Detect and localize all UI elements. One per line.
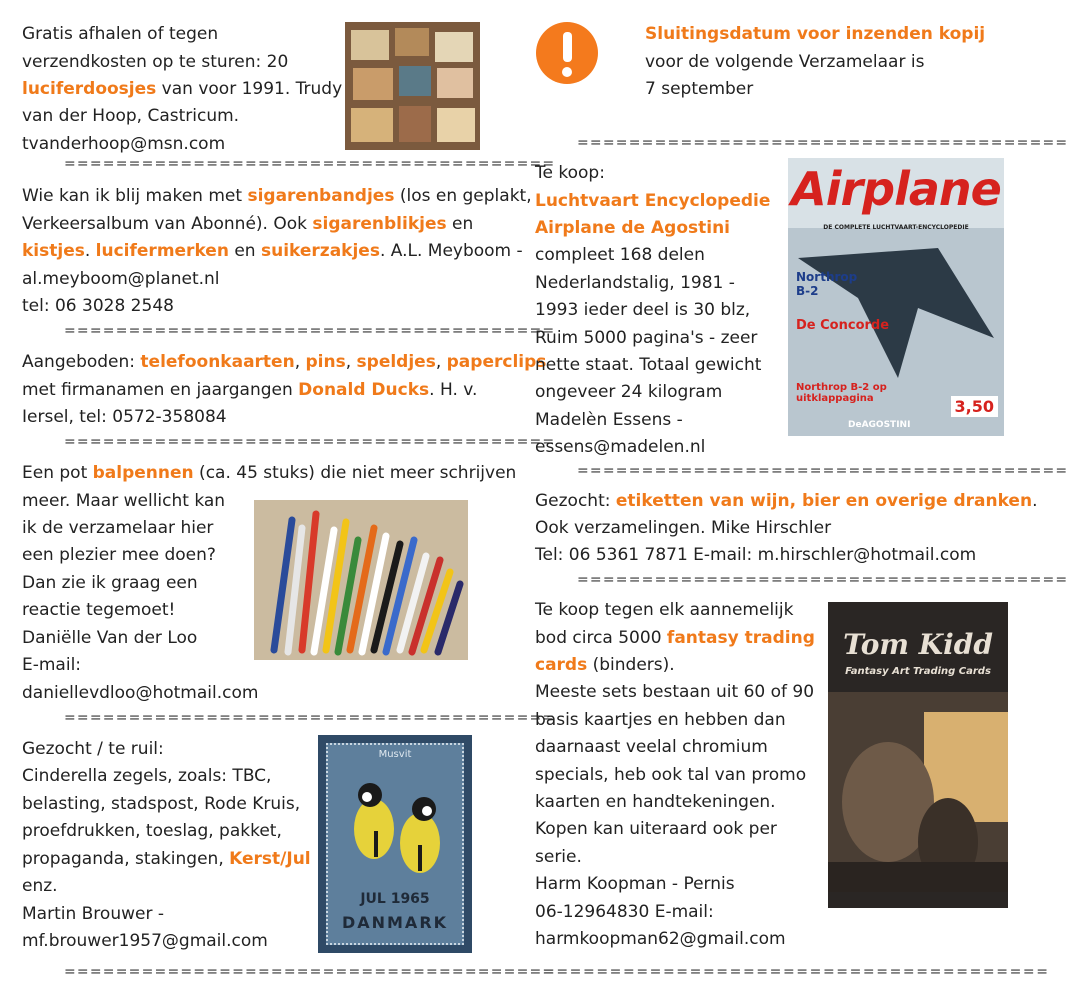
airplane-magazine-cover [788,158,1004,436]
cover-feature-1: Northrop B-2 [796,270,858,298]
keyword-paperclips: paperclips [446,352,547,372]
ad8-line7: specials, heb ook tal van promo [535,765,807,785]
cover-feature-2: De Concorde [796,318,890,333]
ad8-line2-pre: bod circa 5000 [535,628,667,648]
ad5-line1: Gezocht / te ruil: [22,739,164,759]
ad8-name: Harm Koopman - Pernis [535,874,735,894]
ad4-line1-post: (ca. 45 stuks) die niet meer schrijven [193,463,517,483]
ad4-line1 [22,461,516,485]
ad8-line6: daarnaast veelal chromium [535,737,768,757]
separator: ====================================== [64,156,556,172]
notice-line2: voor de volgende Verzamelaar is [645,52,925,72]
b2-bomber-drawing [788,238,1004,388]
seal-country: DANMARK [341,913,449,932]
ad6-line6: 1993 ieder deel is 30 blz, [535,300,751,320]
ad8-phone: 06-12964830 E-mail: [535,902,714,922]
ad4-line1-pre: Een pot [22,463,93,483]
ad2-line2 [22,212,473,236]
card-subtitle: Fantasy Art Trading Cards [845,666,991,677]
pens-photo [254,500,468,660]
keyword-speldjes: speldjes [356,352,436,372]
ad3-line2-post: . H. v. [429,380,478,400]
notice-title: Sluitingsdatum voor inzenden kopij [645,24,986,44]
ad7-contact: Tel: 06 5361 7871 E-mail: m.hirschler@hotmail.com [535,545,977,565]
ad7-line1-post: . [1032,491,1038,511]
ad4-line2: meer. Maar wellicht kan [22,491,226,511]
ad2-line1 [22,184,532,208]
ad7-line1 [535,489,1037,513]
ad5-line5-pre: propaganda, stakingen, [22,849,230,869]
seal-year: JUL 1965 [360,891,430,907]
comma: , [294,352,306,372]
ad6-line9: ongeveer 24 kilogram [535,382,723,402]
keyword-sigarenblikjes: sigarenblikjes [312,214,447,234]
separator: ====================================== [64,323,556,339]
ad3-line1 [22,350,546,374]
cover-price: 3,50 [951,396,998,417]
ad8-line2 [535,626,815,650]
ad1-email: tvanderhoop@msn.com [22,134,226,154]
ad6-line7: Ruim 5000 pagina's - zeer [535,328,758,348]
ad2-line3-sep: . [84,241,96,261]
ad8-line3 [535,653,675,677]
ad4-name: Daniëlle Van der Loo [22,628,198,648]
keyword-kistjes: kistjes [22,241,85,261]
separator: ====================================== [577,572,1068,588]
ad8-line4: Meeste sets bestaan uit 60 of 90 [535,682,815,702]
separator: ====================================== [577,135,1068,151]
ad6-line5: Nederlandstalig, 1981 - [535,273,735,293]
ad5-line2: Cinderella zegels, zoals: TBC, [22,766,272,786]
ad5-line3: belasting, stadspost, Rode Kruis, [22,794,301,814]
ad6-line8: nette staat. Totaal gewicht [535,355,762,375]
christmas-seal-photo [318,735,472,953]
keyword-telefoonkaarten: telefoonkaarten [140,352,295,372]
ad8-line3-post: (binders). [587,655,675,675]
ad3-line1-pre: Aangeboden: [22,352,141,372]
seal-top-label: Musvit [378,749,412,760]
keyword-kerst-jul: Kerst/Jul [229,849,311,869]
ad6-name: Madelèn Essens - [535,410,683,430]
comma: , [435,352,447,372]
ad4-line4: een plezier mee doen? [22,545,216,565]
ad2-email: al.meyboom@planet.nl [22,269,220,289]
ad3-line3: Iersel, tel: 0572-358084 [22,407,227,427]
keyword-lucifermerken: lucifermerken [95,241,229,261]
keyword-cards: cards [535,655,588,675]
ad2-phone: tel: 06 3028 2548 [22,296,174,316]
matchboxes-photo [345,22,480,150]
ad5-line4: proefdrukken, toeslag, pakket, [22,821,282,841]
separator: ====================================== [64,964,556,980]
keyword-pins: pins [305,352,346,372]
card-artwork [828,692,1008,892]
ad1-line1: Gratis afhalen of tegen [22,24,219,44]
ad5-line5 [22,847,311,871]
ad5-line6: enz. [22,876,58,896]
ad3-line2 [22,378,477,402]
keyword-donald-ducks: Donald Ducks [298,380,430,400]
keyword-suikerzakjes: suikerzakjes [260,241,380,261]
cover-feature-3: Northrop B-2 op uitklappagina [796,382,887,404]
ad2-line1-post: (los en geplakt, [394,186,532,206]
separator: ====================================== [64,710,556,726]
keyword-luciferdoosjes: luciferdoosjes [22,79,157,99]
card-title: Tom Kidd [843,628,993,661]
ad1-line4: van der Hoop, Castricum. [22,106,240,126]
exclamation-icon [536,22,598,84]
ad5-name: Martin Brouwer - [22,904,164,924]
ad4-line5: Dan zie ik graag een [22,573,198,593]
ad8-email: harmkoopman62@gmail.com [535,929,786,949]
cover-subtitle: DE COMPLETE LUCHTVAART-ENCYCLOPEDIE [823,224,969,231]
ad1-line3-rest: van voor 1991. Trudy [156,79,343,99]
ad7-line1-pre: Gezocht: [535,491,616,511]
separator: ====================================== [577,463,1068,479]
ad4-email: daniellevdloo@hotmail.com [22,683,259,703]
cover-title: Airplane [791,162,1001,216]
keyword-luchtvaart-encyclopedie: Luchtvaart Encyclopedie [535,191,771,211]
ad8-line9: Kopen kan uiteraard ook per [535,819,777,839]
birds-drawing [332,771,458,891]
ad4-line6: reactie tegemoet! [22,600,176,620]
ad8-line8: kaarten en handtekeningen. [535,792,776,812]
keyword-airplane-de-agostini: Airplane de Agostini [535,218,731,238]
separator: ====================================== [64,434,556,450]
exclamation-bar [563,32,572,62]
ad4-line3: ik de verzamelaar hier [22,518,214,538]
keyword-sigarenbandjes: sigarenbandjes [247,186,395,206]
comma: , [345,352,357,372]
ad6-email: essens@madelen.nl [535,437,706,457]
exclamation-dot [562,67,572,77]
ad2-line2-pre: Verkeersalbum van Abonné). Ook [22,214,313,234]
ad1-line3 [22,77,342,101]
ad8-line1: Te koop tegen elk aannemelijk [535,600,794,620]
ad1-line2: verzendkosten op te sturen: 20 [22,52,289,72]
ad2-line3-mid: en [228,241,261,261]
ad2-line2-post: en [446,214,474,234]
separator: ====================================== [543,964,1050,980]
ad6-line4: compleet 168 delen [535,245,705,265]
trading-card-photo [828,602,1008,908]
pens-drawing [254,500,468,660]
ad6-line1: Te koop: [535,163,605,183]
ad4-email-label: E-mail: [22,655,82,675]
keyword-etiketten: etiketten van wijn, bier en overige dranken [615,491,1033,511]
ad7-line2: Ook verzamelingen. Mike Hirschler [535,518,832,538]
ad2-line3 [22,239,523,263]
cover-publisher: DeAGOSTINI [848,420,911,430]
ad8-line5: basis kaartjes en hebben dan [535,710,786,730]
ad3-line2-pre: met firmanamen en jaargangen [22,380,299,400]
keyword-balpennen: balpennen [92,463,194,483]
notice-date: 7 september [645,79,754,99]
ad8-line10: serie. [535,847,582,867]
ad2-line1-pre: Wie kan ik blij maken met [22,186,248,206]
ad2-line3-post: . A.L. Meyboom - [379,241,523,261]
ad5-email: mf.brouwer1957@gmail.com [22,931,268,951]
keyword-fantasy-trading: fantasy trading [666,628,815,648]
